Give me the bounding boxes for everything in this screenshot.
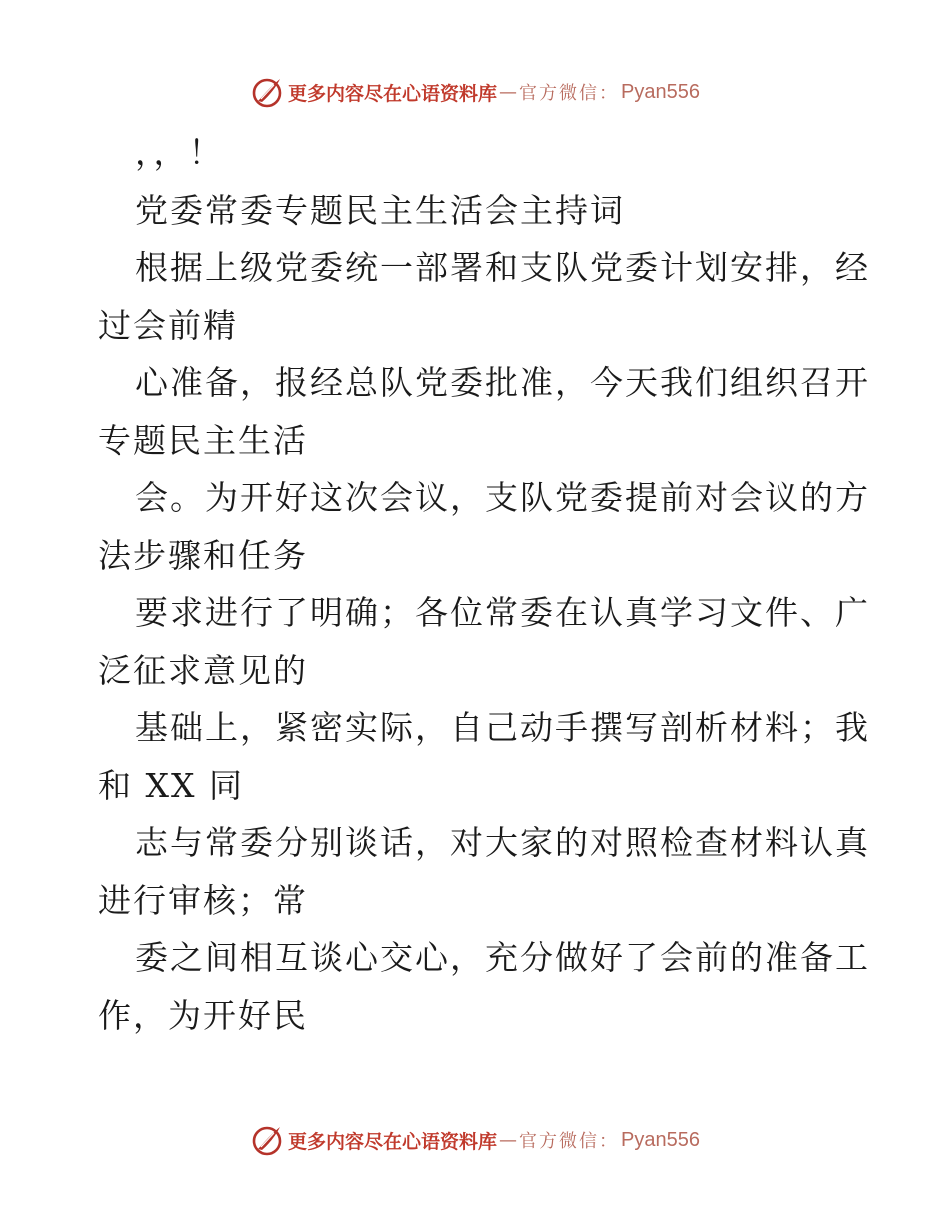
doc-line: 委之间相互谈心交心，充分做好了会前的准备工	[135, 938, 870, 977]
watermark-wechat-id: Pyan556	[621, 80, 700, 103]
doc-line: 过会前精	[98, 305, 238, 345]
quill-pen-logo-icon	[250, 1123, 284, 1157]
doc-line: 和 XX 同	[98, 765, 244, 805]
document-body	[98, 124, 870, 1044]
quill-pen-logo-icon	[250, 75, 284, 109]
doc-line: 进行审核；常	[98, 880, 308, 920]
watermark-label: 官方微信：	[519, 1131, 620, 1152]
doc-title: 党委常委专题民主生活会主持词	[135, 190, 625, 230]
watermark-dash: —	[499, 81, 518, 103]
doc-line: 志与常委分别谈话，对大家的对照检查材料认真	[135, 823, 870, 862]
doc-line: 要求进行了明确；各位常委在认真学习文件、广	[135, 593, 870, 632]
watermark-label: 官方微信：	[519, 83, 620, 104]
watermark-brand: 更多内容尽在心语资料库	[288, 1130, 498, 1153]
doc-line: 作，为开好民	[98, 995, 308, 1035]
doc-line: 基础上，紧密实际，自己动手撰写剖析材料；我	[135, 708, 870, 747]
doc-line: 心准备，报经总队党委批准，今天我们组织召开	[135, 363, 870, 402]
doc-line: 根据上级党委统一部署和支队党委计划安排，经	[135, 248, 870, 287]
doc-line: ，，！	[135, 133, 224, 172]
watermark-dash: —	[499, 1129, 518, 1151]
watermark-brand: 更多内容尽在心语资料库	[288, 82, 498, 105]
watermark-wechat-id: Pyan556	[621, 1128, 700, 1151]
footer-watermark	[0, 1120, 950, 1160]
doc-line: 专题民主生活	[98, 420, 308, 460]
doc-line: 会。为开好这次会议，支队党委提前对会议的方	[135, 478, 870, 517]
doc-line: 法步骤和任务	[98, 535, 308, 575]
doc-line: 泛征求意见的	[98, 650, 308, 690]
header-watermark	[0, 72, 950, 112]
